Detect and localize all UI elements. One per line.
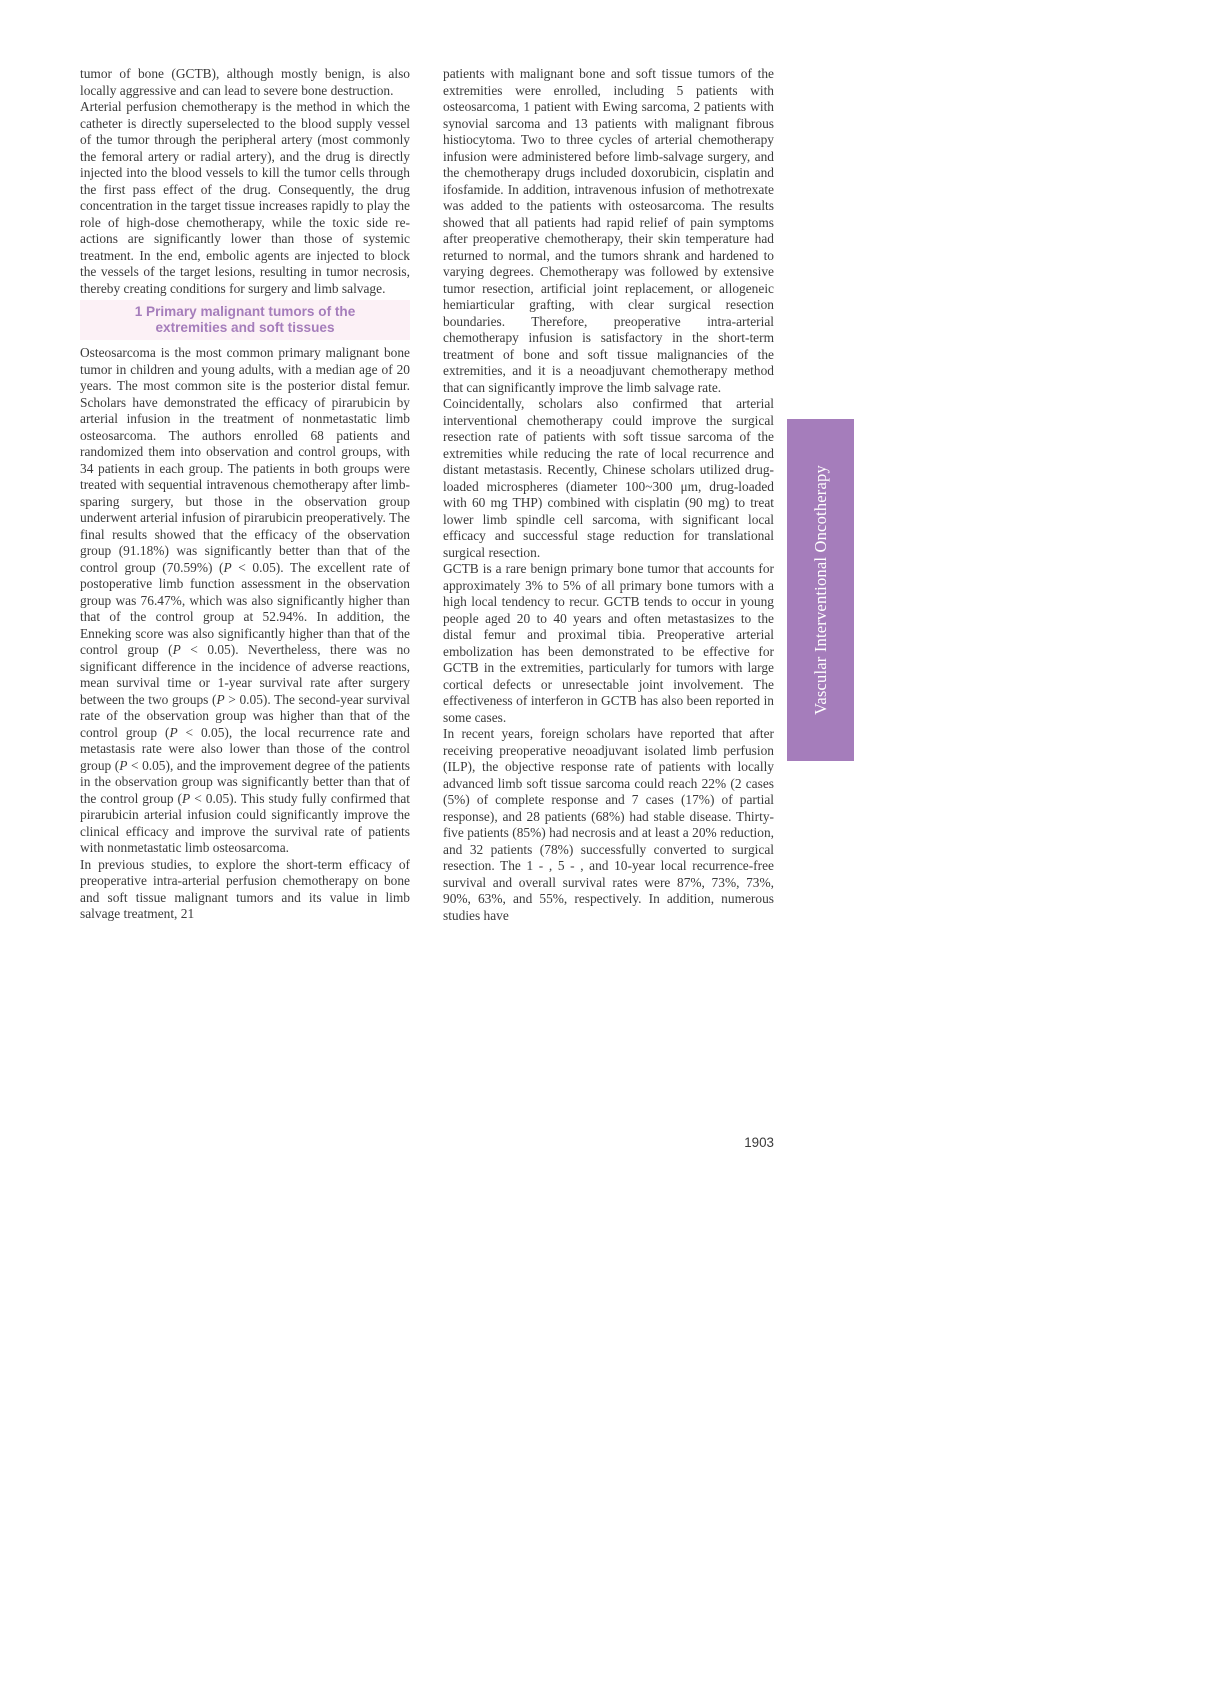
italic-p: P [119,757,128,773]
paragraph: In recent years, foreign scholars have reported that after receiving preoperative neoadjuvant isolated limb perfusion (ILP), the objective response rate of patients with locally advanced limb soft tissue sarcoma could reach 22% (2 cases (5%) of complete response and 7 cases (17%) of partial response), and 28 patients (68%) had stable disease. Thirty-five patients (85%) had necrosis and at least a 20% reduction, and 32 patients (78%) successfully converted to surgical resection. The 1 - , 5 - , and 10-year local recurrence-free survival and overall survival rates were 87%, 73%, 73%, 90%, 63%, and 55%, respectively. In addition, numerous studies have [443,726,774,923]
text-run: > 0.05). The second-year survival rate of the observation group was higher than that of the control group ( [80,691,411,740]
italic-p: P [169,724,178,740]
text-run: < 0.05). The excellent rate of postoperative limb function assessment in the observation group was 76.47%, which was also significantly higher than that of the control group at 52.94%. In addition, the Enneking score was also significantly higher than that of the control group ( [80,559,410,657]
section-heading-line: 1 Primary malignant tumors of the [134,304,356,319]
page-number: 1903 [744,1135,774,1150]
paragraph: Coincidentally, scholars also confirmed that arterial interventional chemotherapy could improve the surgical resection rate of patients with soft tissue sarcoma of the extremities while reducing the rate of local recurrence and distant metastasis. Recently, Chinese scholars utilized drug-loaded microspheres (diameter 100~300 μm, drug-loaded with 60 mg THP) combined with cisplatin (90 mg) to treat lower limb spindle cell sarcoma, with significant local efficacy and successful stage reduction for translational surgical resection. [443,396,774,560]
italic-p: P [182,790,191,806]
paragraph: Arterial perfusion chemotherapy is the method in which the catheter is directly superselected to the blood supply vessel of the tumor through the peripheral artery (most commonly the femoral artery or radial artery), and the drug is directly injected into the blood vessels to kill the tumor cells through the first pass effect of the drug. Consequently, the drug concentration in the target tissue increases rapidly to play the role of high-dose chemotherapy, while the toxic side reactions are significantly lower than those of systemic treatment. In the end, embolic agents are injected to block the vessels of the target lesions, resulting in tumor necrosis, thereby creating conditions for surgery and limb salvage. [80,99,410,296]
text-run: Osteosarcoma is the most common primary malignant bone tumor in children and young adults, with a median age of 20 years. The most common site is the posterior distal femur. Scholars have demonstrated the efficacy of pirarubicin by arterial infusion in the treatment of nonmetastatic limb osteosarcoma. The authors enrolled 68 patients and randomized them into observation and control groups, with 34 patients in each group. The patients in both groups were treated with sequential intravenous chemotherapy after limb-sparing surgery, but those in the observation group underwent arterial infusion of pirarubicin preoperatively. The final results showed that the efficacy of the observation group (91.18%) was significantly better than that of the control group (70.59%) ( [80,345,410,575]
italic-p: P [172,642,181,657]
italic-p: P [216,691,225,707]
journal-section-label: Vascular Interventional Oncotherapy [810,465,830,715]
section-heading-line: extremities and soft tissues [155,320,335,335]
section-heading [80,300,410,340]
right-text-column [443,66,774,924]
journal-section-tab [787,419,854,761]
left-text-column [80,66,410,923]
text-run: < 0.05). Nevertheless, there was no significant difference in the incidence of adverse reactions, mean survival time or 1-year survival rate after surgery between the two groups ( [80,642,410,707]
paragraph [80,345,410,857]
text-run: < 0.05), the local recurrence rate and metastasis rate were also lower than those of the control group ( [80,724,410,773]
paragraph: patients with malignant bone and soft tissue tumors of the extremities were enrolled, including 5 patients with osteosarcoma, 1 patient with Ewing sarcoma, 2 patients with synovial sarcoma and 13 patients with malignant fibrous histiocytoma. Two to three cycles of arterial chemotherapy infusion were administered before limb-salvage surgery, and the chemotherapy drugs included doxorubicin, cisplatin and ifosfamide. In addition, intravenous infusion of methotrexate was added to the patients with osteosarcoma. The results showed that all patients had rapid relief of pain symptoms after preoperative chemotherapy, their skin temperature had returned to normal, and the tumors shrank and hardened to varying degrees. Chemotherapy was followed by extensive tumor resection, artificial joint replacement, or allogeneic hemiarticular grafting, with clear surgical resection boundaries. Therefore, preoperative intra-arterial chemotherapy infusion is satisfactory in the short-term treatment of bone and soft tissue malignancies of the extremities, and it is a neoadjuvant chemotherapy method that can significantly improve the limb salvage rate. [443,66,774,395]
italic-p: P [223,559,232,575]
text-run: < 0.05), and the improvement degree of the patients in the observation group was significantly better than that of the control group ( [80,757,410,806]
text-run: < 0.05). This study fully confirmed that pirarubicin arterial infusion could significantly improve the clinical efficacy and improve the survival rate of patients with nonmetastatic limb osteosarcoma. [80,790,410,855]
paragraph: In previous studies, to explore the short-term efficacy of preoperative intra-arterial perfusion chemotherapy on bone and soft tissue malignant tumors and its value in limb salvage treatment, 21 [80,856,410,921]
paragraph: GCTB is a rare benign primary bone tumor that accounts for approximately 3% to 5% of all primary bone tumors with a high local tendency to recur. GCTB tends to occur in young people aged 20 to 40 years and often metastasizes to the distal femur and proximal tibia. Preoperative arterial embolization has been demonstrated to be effective for GCTB in the extremities, particularly for tumors with large cortical defects or unresectable joint involvement. The effectiveness of interferon in GCTB has also been reported in some cases. [443,561,774,725]
paragraph: tumor of bone (GCTB), although mostly benign, is also locally aggressive and can lead to severe bone destruction. [80,66,410,98]
